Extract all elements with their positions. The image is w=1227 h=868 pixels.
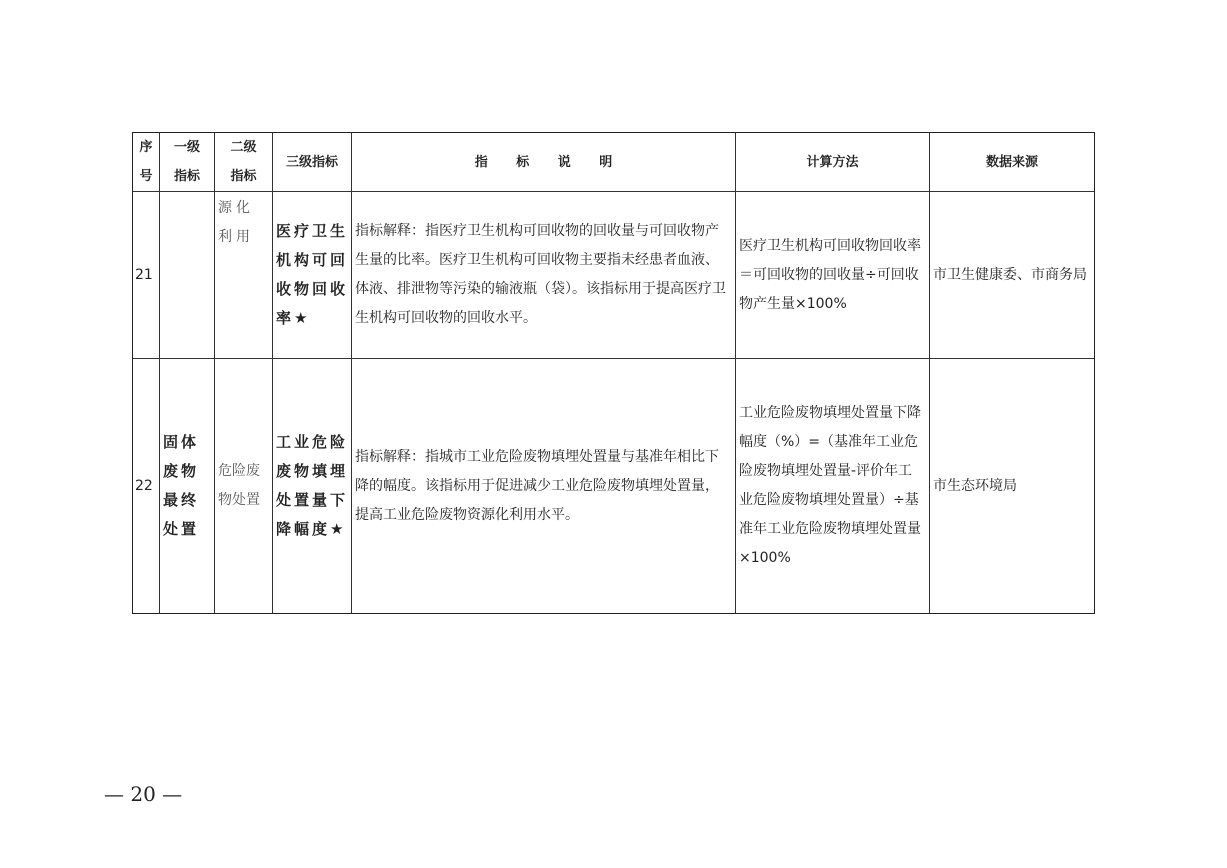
row22-level3: 工业危险废物填埋处置量下降幅度★ [273,359,352,613]
row22-source: 市生态环境局 [933,477,1017,494]
row22-seq: 22 [133,359,160,613]
page-number: — 20 — [104,782,183,806]
header-method: 计算方法 [736,133,930,192]
row21-description: 指标解释：指医疗卫生机构可回收物的回收量与可回收物产生量的比率。医疗卫生机构可回收物主要指未经患者血液、体液、排泄物等污染的输液瓶（袋）。该指标用于提高医疗卫生机构可回收物的回收水平。 [352,192,736,359]
row21-level2: 源化利用 [215,192,273,359]
row21-level1 [160,192,215,359]
row21-source: 市卫生健康委、市商务局 [930,192,1094,359]
row21-method: 医疗卫生机构可回收物回收率＝可回收物的回收量÷可回收物产生量×100% [736,192,930,359]
row22-level2: 危险废物处置 [215,359,273,613]
header-level1: 一级指标 [160,133,215,192]
header-source: 数据来源 [930,133,1094,192]
header-level3: 三级指标 [273,133,352,192]
header-seq: 序号 [133,133,160,192]
row22-method: 工业危险废物填埋处置量下降幅度（%）=（基准年工业危险废物填埋处置量-评价年工业危险废物填埋处置量）÷基准年工业危险废物填埋处置量×100% [736,359,930,613]
indicator-table [132,132,1095,614]
header-level2: 二级指标 [215,133,273,192]
row22-description: 指标解释：指城市工业危险废物填埋处置量与基准年相比下降的幅度。该指标用于促进减少工业危险废物填埋处置量，提高工业危险废物资源化利用水平。 [352,359,736,613]
row21-seq: 21 [133,192,160,359]
header-description: 指 标 说 明 [352,133,736,192]
row21-level3: 医疗卫生机构可回收物回收率★ [273,192,352,359]
row22-level1: 固体废物最终处置 [160,359,215,613]
